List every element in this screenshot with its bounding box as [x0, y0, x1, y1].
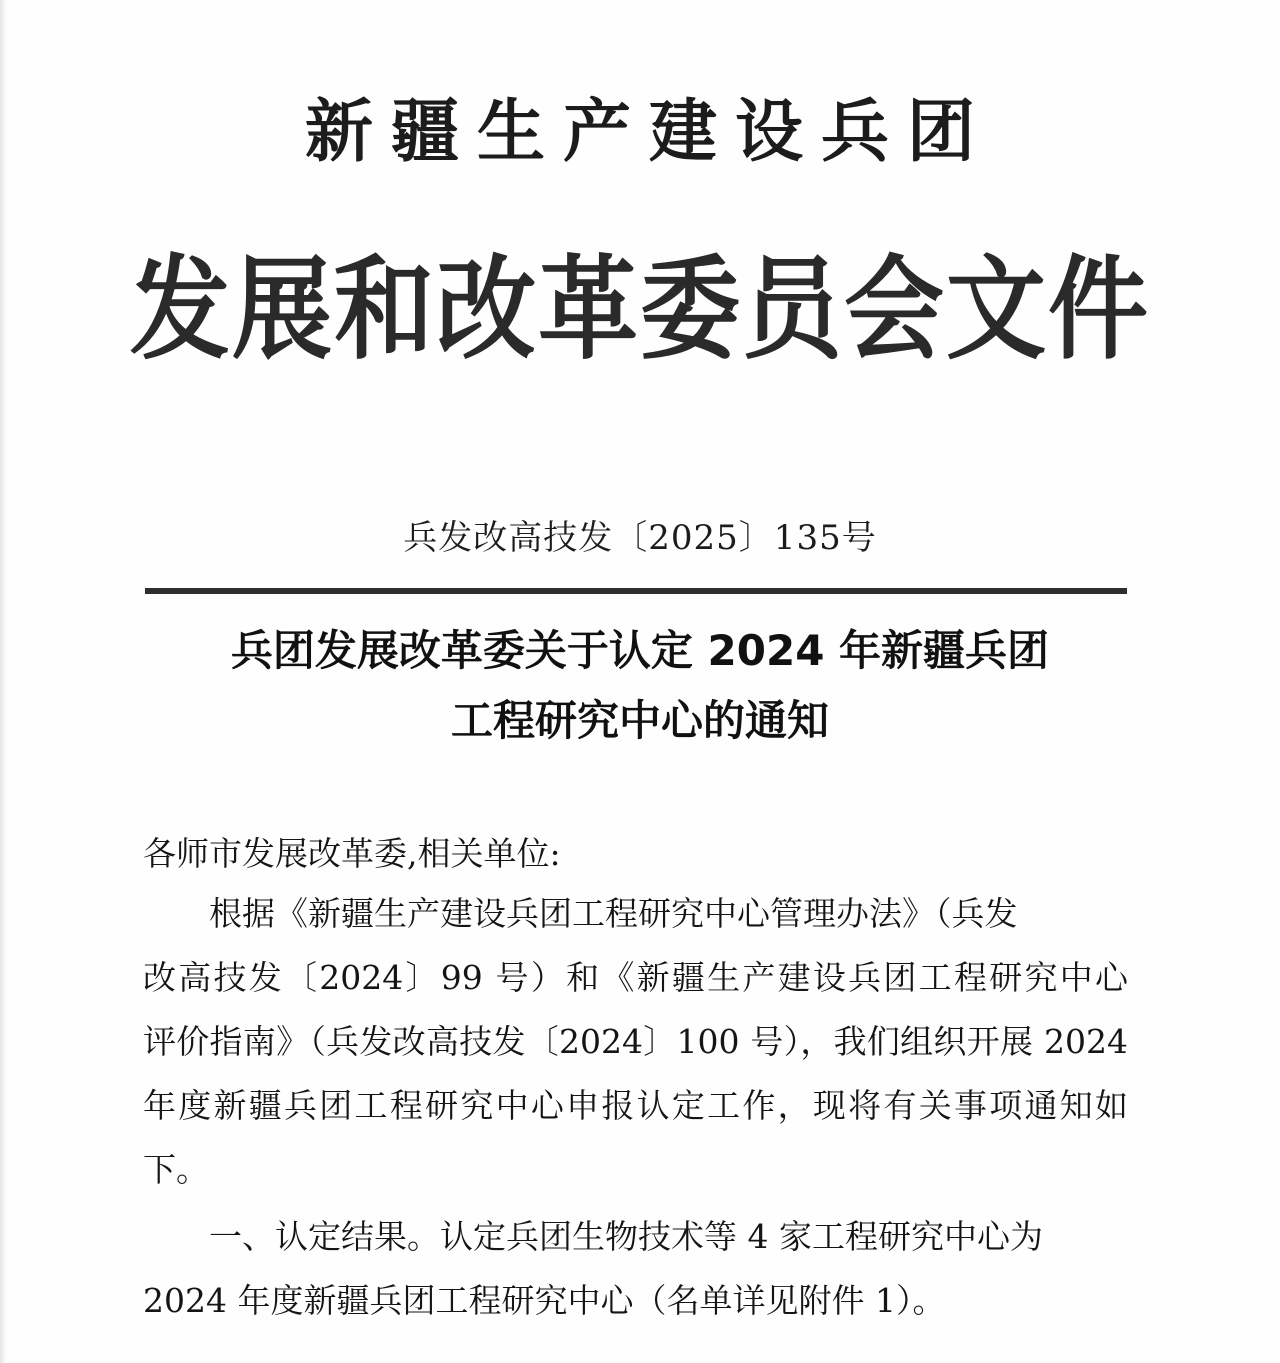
document-header-title: 发展和改革委员会文件: [130, 244, 1150, 376]
paragraph-line: 年度新疆兵团工程研究中心申报认定工作，现将有关事项通知如: [143, 1086, 1128, 1125]
notice-title-line1: 兵团发展改革委关于认定 2024 年新疆兵团: [230, 626, 1050, 675]
salutation: 各师市发展改革委,相关单位:: [143, 834, 561, 873]
paragraph-line: 下。: [143, 1150, 209, 1189]
paragraph-line: 根据《新疆生产建设兵团工程研究中心管理办法》（兵发: [209, 894, 1018, 933]
notice-title-line2: 工程研究中心的通知: [450, 696, 829, 745]
scan-edge-shadow: [0, 0, 6, 1363]
paragraph-line: 2024 年度新疆兵团工程研究中心（名单详见附件 1）。: [143, 1281, 946, 1320]
paragraph-basis: [143, 882, 1133, 1202]
issuing-org-name: 新疆生产建设兵团: [304, 92, 993, 172]
paragraph-line: 一、认定结果。认定兵团生物技术等 4 家工程研究中心为: [209, 1217, 1043, 1256]
header-divider: [145, 588, 1127, 594]
paragraph-line: 评价指南》（兵发改高技发〔2024〕100 号），我们组织开展 2024: [143, 1022, 1128, 1061]
document-number: 兵发改高技发〔2025〕135号: [403, 518, 877, 558]
paragraph-line: 改高技发〔2024〕99 号）和《新疆生产建设兵团工程研究中心: [143, 958, 1128, 997]
paragraph-result: [143, 1205, 1133, 1333]
